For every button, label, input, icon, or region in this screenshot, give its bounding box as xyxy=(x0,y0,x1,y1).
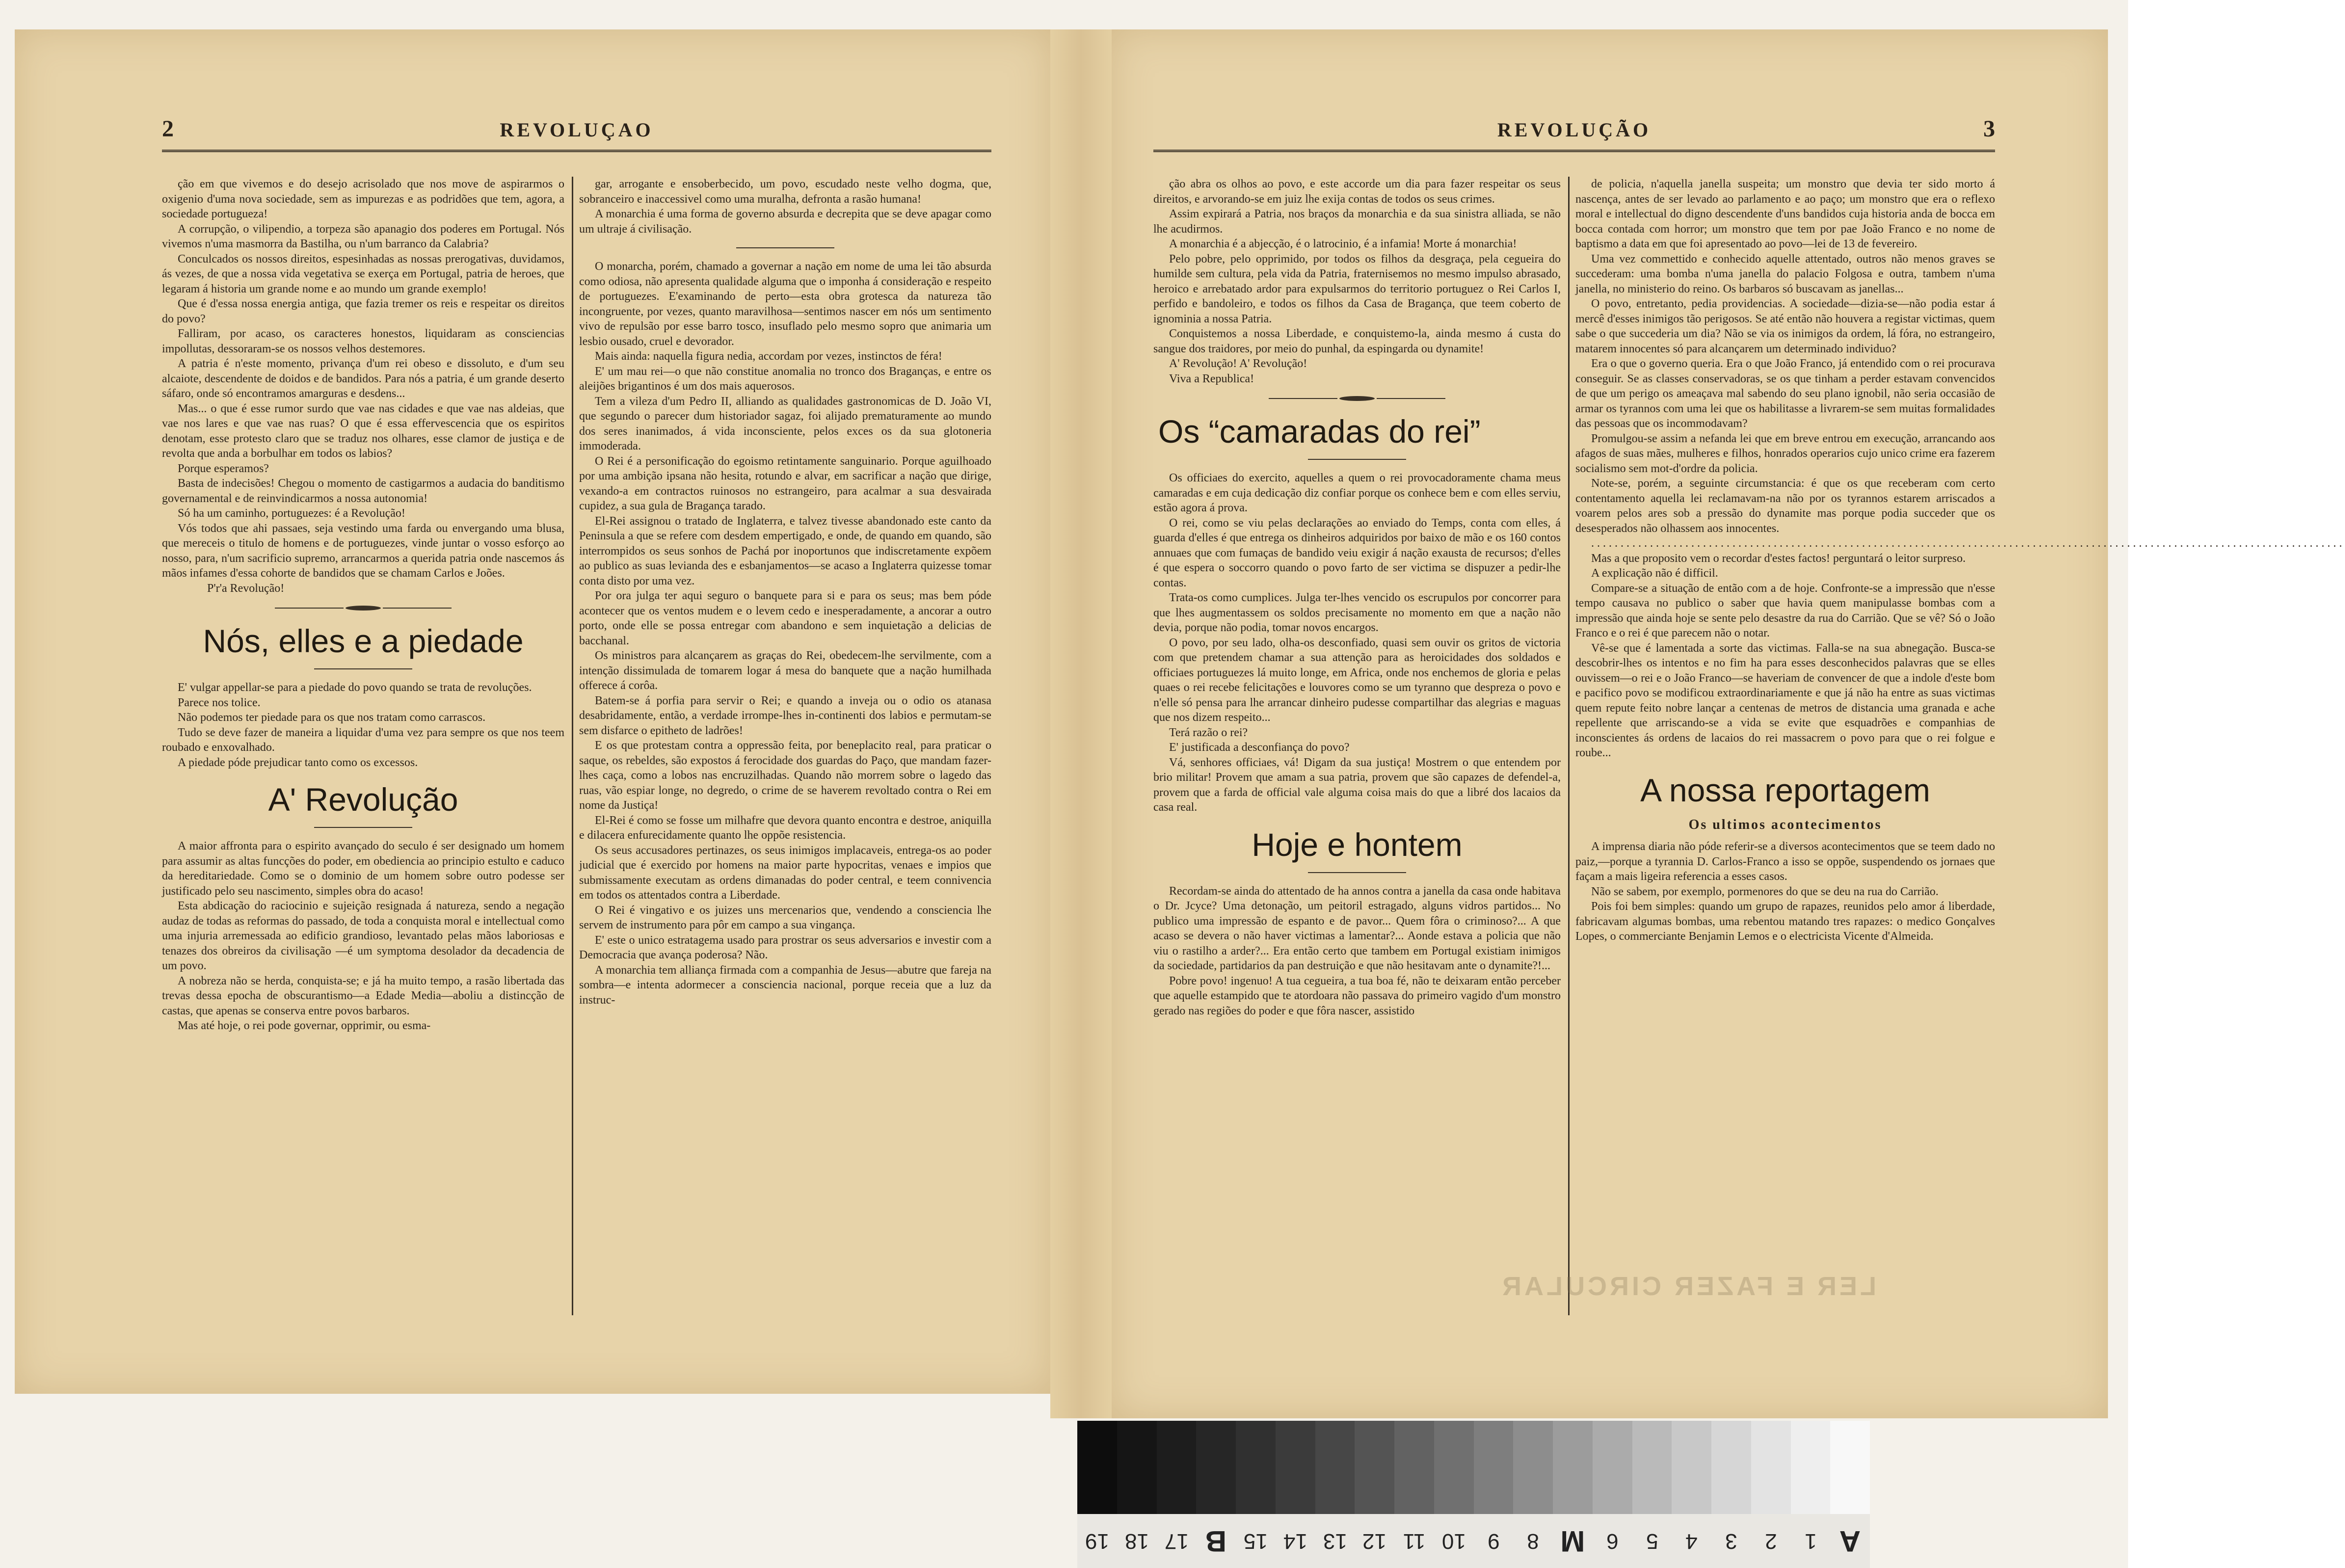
gray-scale-label: 4 xyxy=(1685,1529,1698,1553)
paragraph: A monarchia tem alliança firmada com a companhia de Jesus—abutre que fareja na sombra—e intenta adormecer a consciencia nacional, porque receia que a luz da instruc- xyxy=(579,963,991,1007)
paragraph: Viva a Republica! xyxy=(1169,372,1254,385)
paragraph: E' este o unico estratagema usado para prostrar os seus adversarios e investir com a Democracia que avança poderosa? Não. xyxy=(579,933,991,961)
paragraph: A monarchia é a abjecção, é o latrocinio, é a infamia! Morte á monarchia! xyxy=(1169,238,1517,250)
paragraph: A monarchia é uma forma de governo absurda e decrepita que se deve apagar como um ultraje á civilisação. xyxy=(579,208,991,236)
paragraph: Mas até hoje, o rei pode governar, opprimir, ou esma- xyxy=(178,1019,431,1032)
paragraph: Vós todos que ahi passaes, seja vestindo uma farda ou envergando uma blusa, que mereceis o titulo de homens e de portuguezes, vinde juntar o vosso esforço ao nosso, para, n'um sacrificio supremo, arrancarmos a querida patria onde nascemos ás mãos infames d'essa cohorte de bandidos que se chamam Carlos e Joões. xyxy=(162,522,564,580)
paragraph: de policia, n'aquella janella suspeita; um monstro que devia ter sido morto á nascença, antes de ser levado ao parlamento e ao paço; um monstro que era o reflexo moral e intellectual do digno descendente d'uns bandidos cuja historia anda de bocca em bocca contada com horror; um monstro que tem por pae João Franco e no nome de baptismo a data em que foi apresentado ao povo—lei de 13 de fevereiro. xyxy=(1575,178,1995,250)
right-page-number: 3 xyxy=(1983,116,1995,142)
gray-scale-label: 12 xyxy=(1362,1529,1387,1553)
paragraph: Tudo se deve fazer de maneira a liquidar d'uma vez para sempre os que nos teem roubado e enxovalhado. xyxy=(162,726,564,754)
paragraph: Assim expirará a Patria, nos braços da monarchia e da sua sinistra alliada, se não lhe acudirmos. xyxy=(1153,208,1561,236)
paragraph: A piedade póde prejudicar tanto como os excessos. xyxy=(178,756,418,769)
section-rule xyxy=(736,247,834,248)
ornament-divider xyxy=(275,605,452,611)
page-fold xyxy=(1050,29,1112,1418)
headline-underline xyxy=(1308,872,1406,873)
left-page-number: 2 xyxy=(162,116,174,142)
paragraph: Mas a que proposito vem o recordar d'estes factos! perguntará o leitor surpreso. xyxy=(1591,552,1966,565)
paragraph: Era o que o governo queria. Era o que João Franco, já entendido com o rei procurava conseguir. Se as classes conservadoras, se os que tinham a perder estavam convencidos de que um perigo os ameaçava mal sabendo do seu plano ignobil, não seria occasião de armar os tyrannos com uma lei que os habilitasse a livrarem-se sem muitas formalidades das pessoas que os incommodavam? xyxy=(1575,357,1995,430)
headline-a-nossa-reportagem: A nossa reportagem xyxy=(1640,771,1930,808)
gray-scale-label: 8 xyxy=(1527,1529,1539,1553)
gray-scale-label: 10 xyxy=(1441,1529,1466,1553)
paragraph: Compare-se a situação de então com a de hoje. Confronte-se a impressão que n'esse tempo causava no publico o saber que havia quem manipulasse bombas com a impressão que ainda hoje se sente pelo desastre da rua do Carrião. Que se vê? Só o João Franco e o rei é que parecem não o notar. xyxy=(1575,582,1995,639)
paragraph: E' vulgar appellar-se para a piedade do povo quando se trata de revoluções. xyxy=(178,681,532,694)
gray-scale-label: 9 xyxy=(1487,1529,1500,1553)
paragraph: A explicação não é difficil. xyxy=(1591,567,1718,580)
paragraph: A nobreza não se herda, conquista-se; e já ha muito tempo, a rasão libertada das trevas dessa epocha de obscurantismo—a Edade Media—aboliu a distincção de castas, que apenas se conserva entre povos barbaros. xyxy=(162,974,564,1017)
right-running-title: REVOLUÇÃO xyxy=(1497,119,1652,141)
paragraph: Vá, senhores officiaes, vá! Digam da sua justiça! Mostrem o que entendem por brio militar! Provem que amam a sua patria, provem que são capazes de defendel-a, provem que a farda de official vale alguma coisa mais do que a libré dos lacaios da casa real. xyxy=(1153,756,1561,814)
paragraph: Trata-os como cumplices. Julga ter-lhes vencido os escrupulos por concorrer para que lhes augmentassem os soldos precisamente no momento em que a nação não devia, porque não podia, tomar novos encargos. xyxy=(1153,591,1561,634)
headline-nos-elles-e-a-piedade: Nós, elles e a piedade xyxy=(203,623,524,659)
paragraph: El-Rei é como se fosse um milhafre que devora quanto encontra e destroe, aniquilla e dilacera enfurecidamente quanto lhe oppõe resistencia. xyxy=(579,814,991,842)
paragraph: Que é d'essa nossa energia antiga, que fazia tremer os reis e respeitar os direitos do povo? xyxy=(162,297,564,325)
gray-scale-label: 15 xyxy=(1243,1529,1268,1553)
paragraph: A patria é n'este momento, privança d'um rei obeso e dissoluto, e d'um seu alcaiote, descendente de doidos e de bandidos. Para nós a patria, é um grande deserto sáfaro, onde só encontramos amarguras e desdens... xyxy=(162,357,564,400)
col1-paragraphs xyxy=(162,177,564,596)
paragraph: Parece nos tolice. xyxy=(178,696,261,709)
paragraph: Mais ainda: naquella figura nedia, accordam por vezes, instinctos de féra! xyxy=(595,350,942,363)
paragraph: A imprensa diaria não póde referir-se a diversos acontecimentos que se teem dado no paiz,—porque a tyrannia D. Carlos-Franco a isso se oppõe, suspendendo os jornaes que façam a mais ligeira referencia a esses casos. xyxy=(1575,840,1995,883)
paragraph: Não podemos ter piedade para os que nos tratam como carrascos. xyxy=(178,711,486,724)
subhead-ultimos-acontecimentos: Os ultimos acontecimentos xyxy=(1688,817,1882,832)
gray-swatch xyxy=(1236,1421,1276,1514)
paragraph: Batem-se á porfia para servir o Rei; e quando a inveja ou o odio os atanasa desabridamente, então, a verdade irrompe-lhes in-continenti dos labios e permutam-se sem disfarce o epitheto de ladrões! xyxy=(579,694,991,737)
gray-scale-label: 3 xyxy=(1725,1529,1737,1553)
paragraph: E os que protestam contra a oppressão feita, por beneplacito real, para praticar o saque, os rebeldes, são expostos á ferocidade dos guardas do Paço, que mandam fazer-lhes caça, como a lobos nas encruzilhadas. Quando não morrem sobre o lagedo das ruas, vão espiar longe, no degredo, o crime de se haverem revoltado contra o Rei em nome da Justiça! xyxy=(579,739,991,812)
paragraph: Esta abdicação do raciocinio e sujeição resignada á natureza, sendo a negação audaz de todas as reformas do passado, de toda a conquista moral e intellectual como uma injuria arremessada ao edificio grandioso, levantado pelas mãos laboriosas e tenazes dos obreiros da civilisação —é um symptoma desolador da decadencia de um povo. xyxy=(162,900,564,972)
headline-underline xyxy=(314,827,412,828)
paragraph: Promulgou-se assim a nefanda lei que em breve entrou em execução, arrancando aos afagos de suas mães, mulheres e filhos, honrados operarios cujo unico crime era fazerem socialismo sem mot-d'ordre da policia. xyxy=(1575,432,1995,475)
gray-scale-label: 19 xyxy=(1085,1529,1109,1553)
gray-scale-label: B xyxy=(1205,1524,1227,1558)
paragraph: O Rei é vingativo e os juizes uns mercenarios que, vendendo a consciencia lhe servem de instrumento para pôr em campo a sua vingança. xyxy=(579,904,991,931)
paragraph: Terá razão o rei? xyxy=(1169,726,1248,739)
gray-swatch xyxy=(1632,1421,1672,1514)
gray-scale-label: 13 xyxy=(1323,1529,1347,1553)
paragraph: ção abra os olhos ao povo, e este accorde um dia para fazer respeitar os seus direitos, e arvorando-se em juiz lhe exija contas de todos os seus crimes. xyxy=(1153,178,1561,206)
gray-scale-label: 2 xyxy=(1764,1529,1777,1553)
paragraph: O rei, como se viu pelas declarações ao enviado do Temps, conta com elles, á guarda d'elles é que entrega os dinheiros adquiridos por baixo de mão e os 160 contos annuaes que com fumaças de bandido veiu exigir á nação exausta de recursos; d'elles é que espera o soccorro quando o povo farto de ser victima se dispuzer a pedir-lhe contas. xyxy=(1153,516,1561,589)
gray-swatch xyxy=(1791,1421,1831,1514)
gray-swatch xyxy=(1513,1421,1553,1514)
gray-swatch xyxy=(1474,1421,1514,1514)
left-column-1 xyxy=(162,177,564,1315)
left-page xyxy=(15,29,1050,1394)
paragraph: Os ministros para alcançarem as graças do Rei, obedecem-lhe servilmente, com a intenção dissimulada de tomarem logar á mesa do banquete que a nação humilhada offerece á corôa. xyxy=(579,649,991,692)
right-running-head xyxy=(1153,115,1995,152)
paragraph: Mas... o que é esse rumor surdo que vae nas cidades e que vae nas aldeias, que vae nos lares e que vae nas ruas? O que é essa effervescencia que os espiritos denotam, esse protesto claro que se traduz nos olhares, esse clamor de justiça e de revolta que anda a borbulhar em todos os labios? xyxy=(162,402,564,460)
gray-swatch xyxy=(1672,1421,1711,1514)
ornament-divider xyxy=(1269,395,1445,402)
paragraph: Por ora julga ter aqui seguro o banquete para si e para os seus; mas bem póde acontecer que os ventos mudem e o levem cedo e inesperadamente, a ancorar a outro porto, onde elle se possa entregar com abandono e sem inquietação a delicias de bacchanal. xyxy=(579,589,991,647)
faint-show-through-stamp: LER E FAZER CIRCULAR xyxy=(1499,1272,1876,1301)
gray-swatches xyxy=(1077,1421,1870,1514)
paragraph: Recordam-se ainda do attentado de ha annos contra a janella da casa onde habitava o Dr. Jcyce? Uma detonação, um peitoril estragado, alguns vidros partidos... No publico uma impressão de espanto e de pavor... Quem fôra o criminoso?... A que acaso se devera o não haver victimas a lamentar?... Aonde estava a policia que não viu o rastilho a arder?... Era então certo que tambem em Portugal existiam inimigos da sociedade, partidarios da pan destruição e que não hesitavam ante o dynamite?!... xyxy=(1153,884,1561,972)
paragraph: Conquistemos a nossa Liberdade, e conquistemo-la, ainda mesmo á custa do sangue dos traidores, por meio do punhal, da espingarda ou dynamite! xyxy=(1153,327,1561,355)
right-page xyxy=(1112,29,2345,1418)
left-column-2 xyxy=(579,177,991,1315)
gray-scale-label: A xyxy=(1839,1524,1861,1558)
paragraph: Pelo pobre, pelo opprimido, por todos os filhos da desgraça, pela cegueira do humilde sem cultura, pela vida da Patria, fraternisemos no mesmo impulso abrasado, heroico e arrebatado ardor para expulsarmos do territorio portuguez o Rei Carlos I, perfido e bandoleiro, e todos os filhos da Casa de Bragança, que teem coberto de ignominia a nossa Patria. xyxy=(1153,252,1561,325)
gray-swatch xyxy=(1276,1421,1315,1514)
paragraph: O povo, entretanto, pedia providencias. A sociedade—dizia-se—não podia estar á mercê d'esses inimigos tão perigosos. Se até então não houvera a registar victimas, quem sabe o que succederia um dia? Não se via os inimigos da ordem, lá fóra, no estrangeiro, matarem innocentes só para alcançarem um determinado individuo? xyxy=(1575,297,1995,355)
paragraph: Os officiaes do exercito, aquelles a quem o rei provocadoramente chama meus camaradas e em cuja dedicação diz confiar porque os conhece bem e com elles serviu, estão agora á prova. xyxy=(1153,472,1561,514)
gray-swatch xyxy=(1711,1421,1751,1514)
paragraph: Falliram, por acaso, os caracteres honestos, liquidaram as consciencias impollutas, dessoraram-se os nossos velhos destemores. xyxy=(162,327,564,355)
paragraph: Tem a vileza d'um Pedro II, alliando as qualidades gastronomicas de D. João VI, que segundo o parecer dum historiador sagaz, foi alijado prematuramente ao mundo dos seres inanimados, á vida inconsciente, pelos exces os da sua glotoneria immoderada. xyxy=(579,395,991,452)
paragraph: A corrupção, o vilipendio, a torpeza são apanagio dos poderes em Portugal. Nós vivemos n'uma masmorra da Bastilha, ou n'um barranco da Calabria? xyxy=(162,222,564,250)
gray-swatch xyxy=(1077,1421,1117,1514)
gray-scale-label: 11 xyxy=(1403,1529,1426,1553)
headline-underline xyxy=(1308,459,1406,460)
gray-swatch xyxy=(1553,1421,1593,1514)
headline-a-revolucao: A' Revolução xyxy=(268,781,458,818)
headline-underline xyxy=(314,668,412,669)
gray-scale-label: 14 xyxy=(1283,1529,1307,1553)
gray-swatch xyxy=(1394,1421,1434,1514)
paragraph: Os seus accusadores pertinazes, os seus inimigos implacaveis, entrega-os ao poder judicial que é exercido por homens na maior parte hypocritas, venaes e impios que submissamente executam as ordens dimanadas do poder central, e teem connivencia em todos os attentados contra a Liberdade. xyxy=(579,844,991,902)
right-column-1 xyxy=(1153,177,1561,1315)
paragraph: El-Rei assignou o tratado de Inglaterra, e talvez tivesse abandonado este canto da Peninsula a que se refere com desdem empertigado, e onde, de quando em quando, são interrompidos os seus sonhos de Pachá por inoportunos que indiscretamente expõem ao publico as suas levianda des e esbanjamentos—se acaso a Inglaterra quizesse tomar conta disto por uma vez. xyxy=(579,514,991,587)
gray-swatch xyxy=(1157,1421,1197,1514)
signoff: P'r'a Revolução! xyxy=(207,582,285,595)
paragraph: A maior affronta para o espirito avançado do seculo é ser designado um homem para assumir as altas funcções do poder, em obediencia ao principio estulto e caduco da hereditariedade. Como se o dominio de um homem sobre outro podesse ser justificado pelo seu nascimento, simples obra do acaso! xyxy=(162,840,564,898)
gray-swatch xyxy=(1830,1421,1870,1514)
paragraph: Basta de indecisões! Chegou o momento de castigarmos a audacia do banditismo governamental e de reinvindicarmos a nossa autonomia! xyxy=(162,477,564,505)
gray-swatch xyxy=(1751,1421,1791,1514)
headline-camaradas-do-rei: Os “camaradas do rei” xyxy=(1158,413,1481,450)
gray-scale-label: 17 xyxy=(1164,1529,1189,1553)
gray-scale-label: 1 xyxy=(1804,1529,1817,1553)
headline-hoje-e-hontem: Hoje e hontem xyxy=(1252,826,1463,863)
gray-scale-label: M xyxy=(1560,1524,1585,1558)
paragraph: O Rei é a personificação do egoismo retintamente sanguinario. Porque aguilhoado por uma ambição ipsana não hesita, rotundo e alvar, em sacrificar a nação que dirige, vexando-a em contractos ruinosos no estrangeiro, para acalmar a sua desvairada cupidez, a sua gula de Bragança tarado. xyxy=(579,454,991,512)
paragraph: Pobre povo! ingenuo! A tua cegueira, a tua boa fé, não te deixaram então perceber que aquelle estampido que te atordoara não passava do primeiro vagido d'um monstro gerado nas regiões do poder e que fôra nascer, assistido xyxy=(1153,974,1561,1017)
column-rule xyxy=(572,177,573,1315)
column-rule xyxy=(1568,177,1570,1315)
paragraph: A' Revolução! A' Revolução! xyxy=(1169,357,1307,370)
left-running-title: REVOLUÇAO xyxy=(500,119,654,141)
gray-scale-label: 6 xyxy=(1606,1529,1619,1553)
gray-scale-target xyxy=(1077,1421,1870,1568)
paragraph: Só ha um caminho, portuguezes: é a Revolução! xyxy=(178,507,405,520)
paragraph: ção em que vivemos e do desejo acrisolado que nos move de aspirarmos o oxigenio d'uma nova sociedade, sem as impurezas e as podridões que tem, agora, a sociedade portugueza! xyxy=(162,178,564,220)
gray-swatch xyxy=(1117,1421,1157,1514)
paragraph: Uma vez commettido e conhecido aquelle attentado, outros não menos graves se succederam: uma bomba n'uma janella do palacio Folgosa e outra, tambem n'uma janella, no ministerio do reino. Os barbaros só buscavam as janellas... xyxy=(1575,252,1995,295)
right-column-2 xyxy=(1575,177,2345,1315)
gray-swatch xyxy=(1315,1421,1355,1514)
gray-scale-labels xyxy=(1077,1514,1870,1568)
paragraph: Pois foi bem simples: quando um grupo de rapazes, reunidos pelo amor á liberdade, fabricavam algumas bombas, uma rebentou matando tres rapazes: o medico Gonçalves Lopes, o commerciante Benjamin Lemos e o electricista Vicente d'Almeida. xyxy=(1575,900,1995,943)
gray-scale-label: 5 xyxy=(1646,1529,1658,1553)
gray-scale-label: 18 xyxy=(1124,1529,1149,1553)
left-running-head xyxy=(162,115,991,152)
paragraph: E' justificada a desconfiança do povo? xyxy=(1169,741,1350,754)
paragraph: O povo, por seu lado, olha-os desconfiado, quasi sem ouvir os gritos de victoria com que pretendem chamar a sua attenção para as heroicidades dos soldados e officiaes portuguezes lá muito longe, em Africa, onde nos enchemos de gloria e pelas quaes o rei recebe felicitações e louvores como se um tyranno que despreza o povo e n'elle só pensa para lhe arrancar dinheiro pudesse compartilhar das alegrias e maguas que nos dizem respeito... xyxy=(1153,636,1561,724)
paragraph: Note-se, porém, a seguinte circumstancia: é que os que receberam com certo contentamento aquella lei reclamavam-na não por os tyrannos estarem arriscados a voarem pelos ares sob a pressão do dynamite mas porque podia succeder que os desesperados não olhassem aos innocentes. xyxy=(1575,477,1995,535)
paragraph: Conculcados os nossos direitos, espesinhadas as nossas prerogativas, duvidamos, ás vezes, de que a nossa vida vegetativa se exerça em Portugal, patria de heroes, que legaram á historia um grande nome e ao mundo um grande exemplo! xyxy=(162,252,564,295)
paragraph: Vê-se que é lamentada a sorte das victimas. Falla-se na sua abnegação. Busca-se descobrir-lhes os intentos e no fim ha para esses desconhecidos palavras que se elles ouvissem—o rei e o João Franco—se haveriam de convencer de que a indole d'este bom e pacifico povo se modificou extraordinariamente e que já não ha entre as suas victimas quem repute feito nobre lançar a centenas de metros de distancia uma granada e ache repellente que arriscando-se a vida se evite que esquadrões e companhias de inconscientes ás ordens de lacaios do rei massacrem o povo para que o rei folgue e roube... xyxy=(1575,641,1995,759)
paragraph: Porque esperamos? xyxy=(178,462,269,475)
gray-swatch xyxy=(1196,1421,1236,1514)
gray-swatch xyxy=(1355,1421,1394,1514)
paragraph: E' um mau rei—o que não constitue anomalia no tronco dos Braganças, e entre os aleijões brigantinos é um dos mais aquerosos. xyxy=(579,365,991,393)
paragraph: Não se sabem, por exemplo, pormenores do que se deu na rua do Carrião. xyxy=(1591,885,1939,898)
paragraph: O monarcha, porém, chamado a governar a nação em nome de uma lei tão absurda como odiosa, não apresenta qualidade alguma que o imponha á consideração e respeito de portuguezes. E'examinando de perto—esta obra grotesca da natureza tão incongruente, por vezes, quanto maravilhosa—sentimos nascer em nós um sentimento vivo de repulsão por esse barro tosco, insuflado pelo mesmo sopro que animaria um lesbio ousado, cruel e devorador. xyxy=(579,260,991,348)
dotted-separator: ................................................................................................................................ xyxy=(1591,537,2345,550)
gray-swatch xyxy=(1434,1421,1474,1514)
gray-swatch xyxy=(1593,1421,1632,1514)
paragraph: gar, arrogante e ensoberbecido, um povo, escudado neste velho dogma, que, sobranceiro e inaccessivel como uma muralha, defronta a rasão humana! xyxy=(579,178,991,206)
